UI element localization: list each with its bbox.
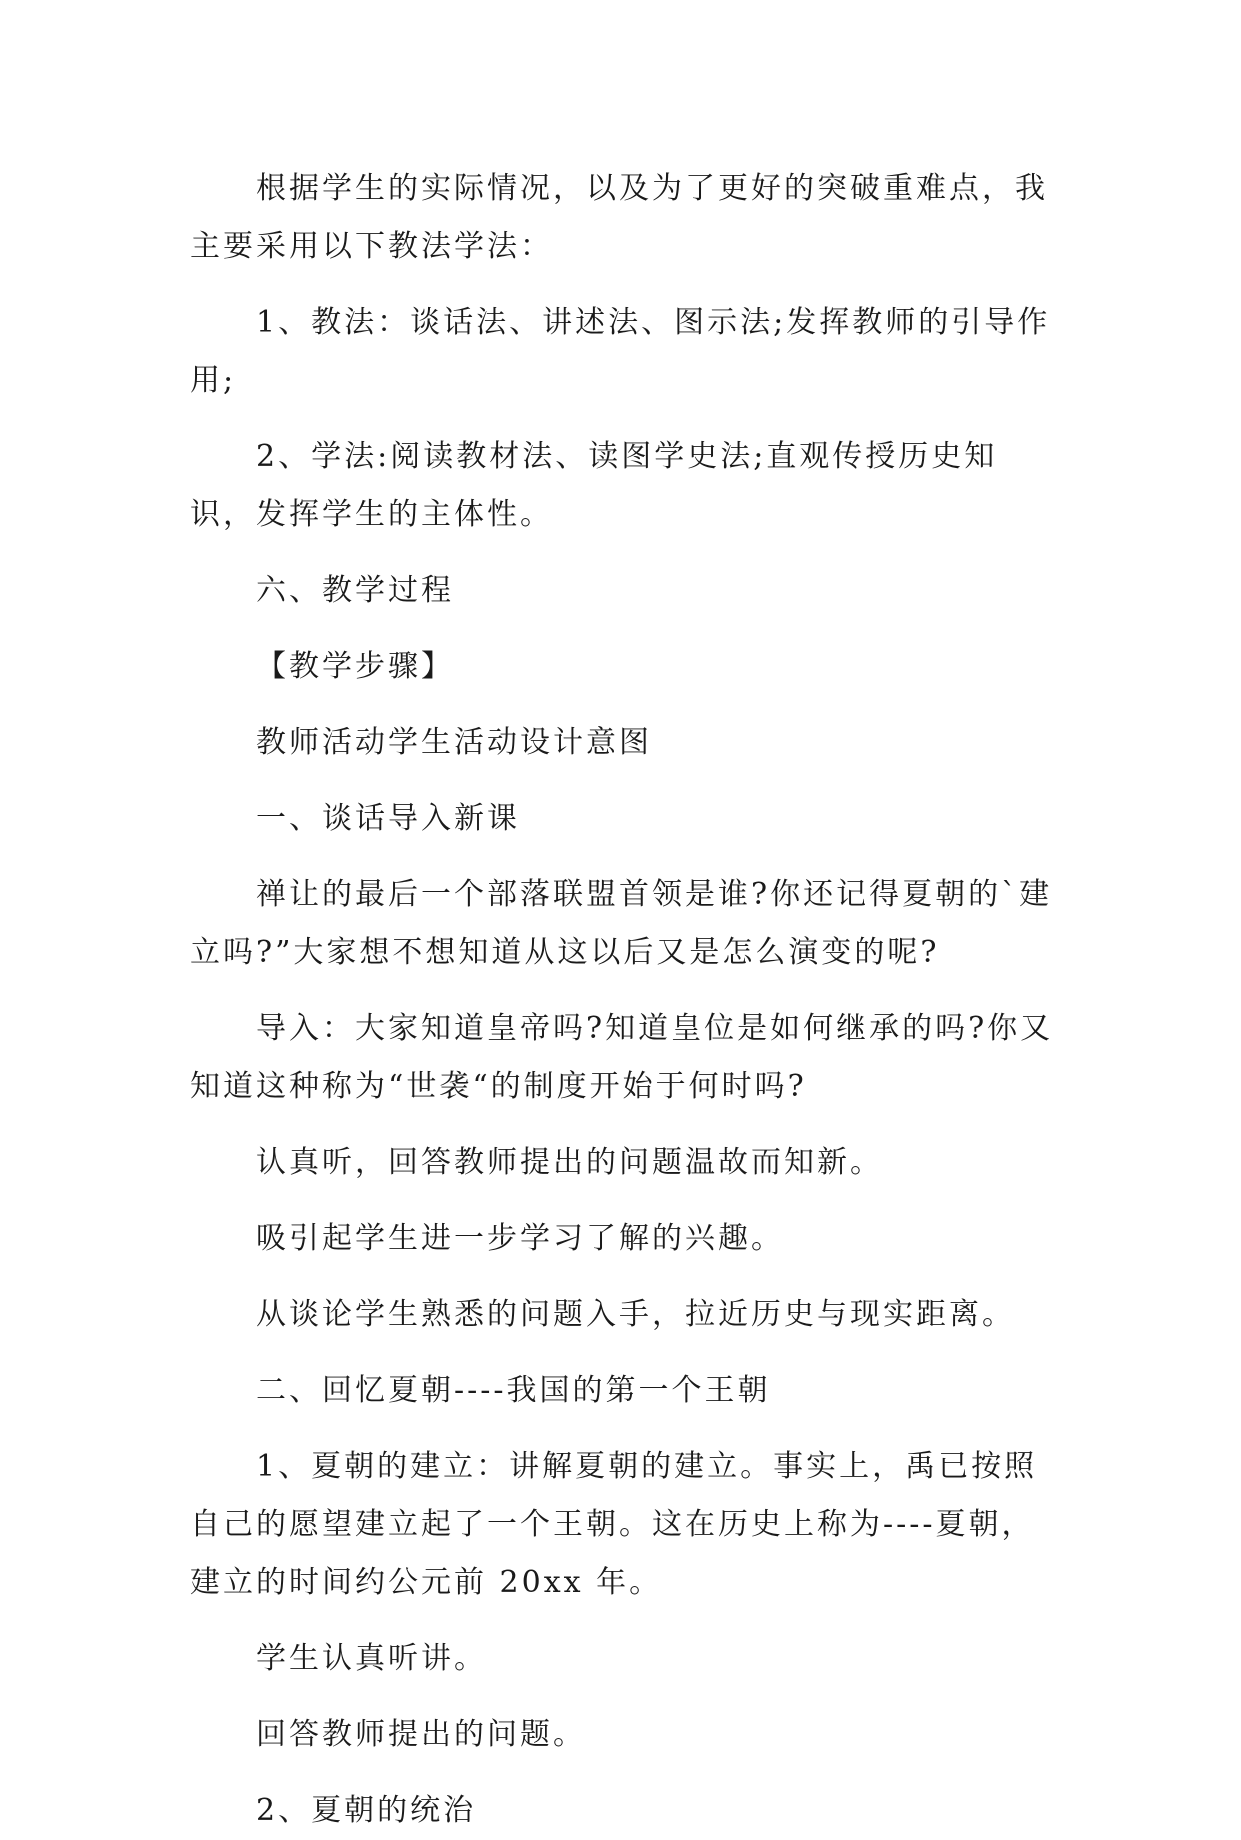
- table-header-activities: 教师活动学生活动设计意图: [256, 725, 652, 760]
- paragraph-students-listen: 学生认真听讲。: [256, 1641, 487, 1676]
- paragraph-answer-questions: 回答教师提出的问题。: [256, 1717, 586, 1752]
- document-body: [190, 160, 1060, 1840]
- subheading-teaching-steps: 【教学步骤】: [256, 649, 454, 684]
- paragraph-abdication-question: 禅让的最后一个部落联盟首领是谁?你还记得夏朝的`建立吗?”大家想不想知道从这以后又是怎么演变的呢?: [190, 877, 1053, 970]
- paragraph-teaching-method: 1、教法：谈话法、讲述法、图示法;发挥教师的引导作用;: [190, 305, 1051, 398]
- paragraph-learning-method: 2、学法:阅读教材法、读图学史法;直观传授历史知识，发挥学生的主体性。: [190, 439, 998, 532]
- paragraph-xia-founding: 1、夏朝的建立：讲解夏朝的建立。事实上，禹已按照自己的愿望建立起了一个王朝。这在历史上称为----夏朝，建立的时间约公元前 20xx 年。: [190, 1449, 1038, 1600]
- paragraph-teaching-methods-intro: 根据学生的实际情况，以及为了更好的突破重难点，我主要采用以下教法学法：: [190, 171, 1048, 264]
- subheading-xia-rule: 2、夏朝的统治: [256, 1793, 477, 1828]
- section-heading-xia-dynasty: 二、回忆夏朝----我国的第一个王朝: [256, 1373, 771, 1408]
- paragraph-introduction-question: 导入：大家知道皇帝吗?知道皇位是如何继承的吗?你又知道这种称为“世袭“的制度开始于何时吗?: [190, 1011, 1054, 1104]
- paragraph-design-intent: 从谈论学生熟悉的问题入手，拉近历史与现实距离。: [256, 1297, 1015, 1332]
- paragraph-student-response: 认真听，回答教师提出的问题温故而知新。: [256, 1145, 883, 1180]
- section-heading-teaching-process: 六、教学过程: [256, 573, 454, 608]
- section-heading-introduction: 一、谈话导入新课: [256, 801, 520, 836]
- paragraph-interest: 吸引起学生进一步学习了解的兴趣。: [256, 1221, 784, 1256]
